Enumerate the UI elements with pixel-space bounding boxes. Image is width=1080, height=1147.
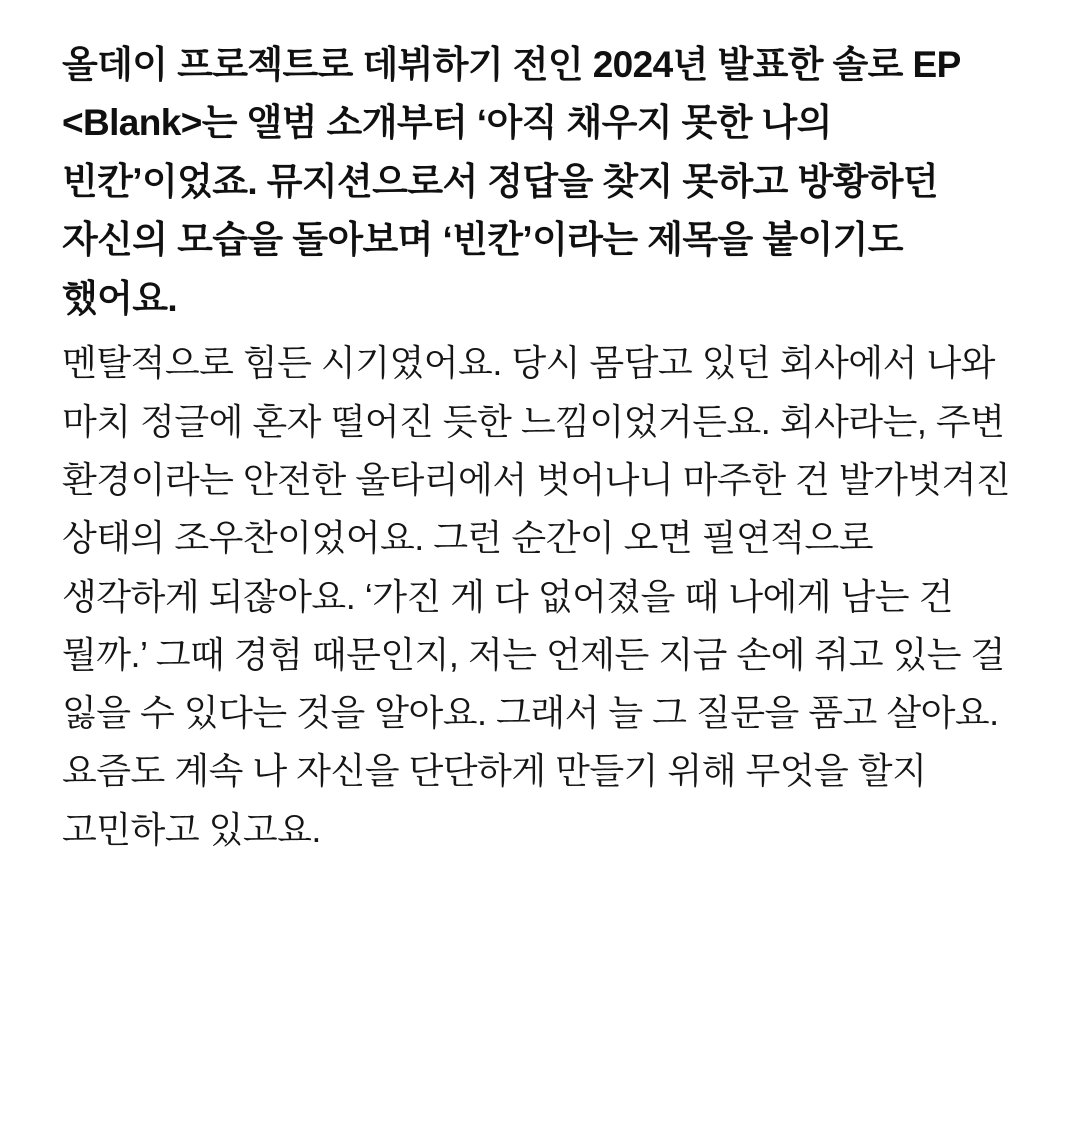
interview-question: 올데이 프로젝트로 데뷔하기 전인 2024년 발표한 솔로 EP <Blank>는 앨범 소개부터 ‘아직 채우지 못한 나의 빈칸’이었죠. 뮤지션으로서 정답을 찾지 못하고 방황하던 자신의 모습을 돌아보며 ‘빈칸’이라는 제목을 붙이기도 했어요. bbox=[62, 44, 960, 319]
interview-answer: 멘탈적으로 힘든 시기였어요. 당시 몸담고 있던 회사에서 나와 마치 정글에 혼자 떨어진 듯한 느낌이었거든요. 회사라는, 주변 환경이라는 안전한 울타리에서 벗어나니 마주한 건 발가벗겨진 상태의 조우찬이었어요. 그런 순간이 오면 필연적으로 생각하게 되잖아요. ‘가진 게 다 없어졌을 때 나에게 남는 건 뭘까.’ 그때 경험 때문인지, 저는 언제든 지금 손에 쥐고 있는 걸 잃을 수 있다는 것을 알아요. 그래서 늘 그 질문을 품고 살아요. 요즘도 계속 나 자신을 단단하게 만들기 위해 무엇을 할지 고민하고 있고요. bbox=[62, 342, 1011, 850]
